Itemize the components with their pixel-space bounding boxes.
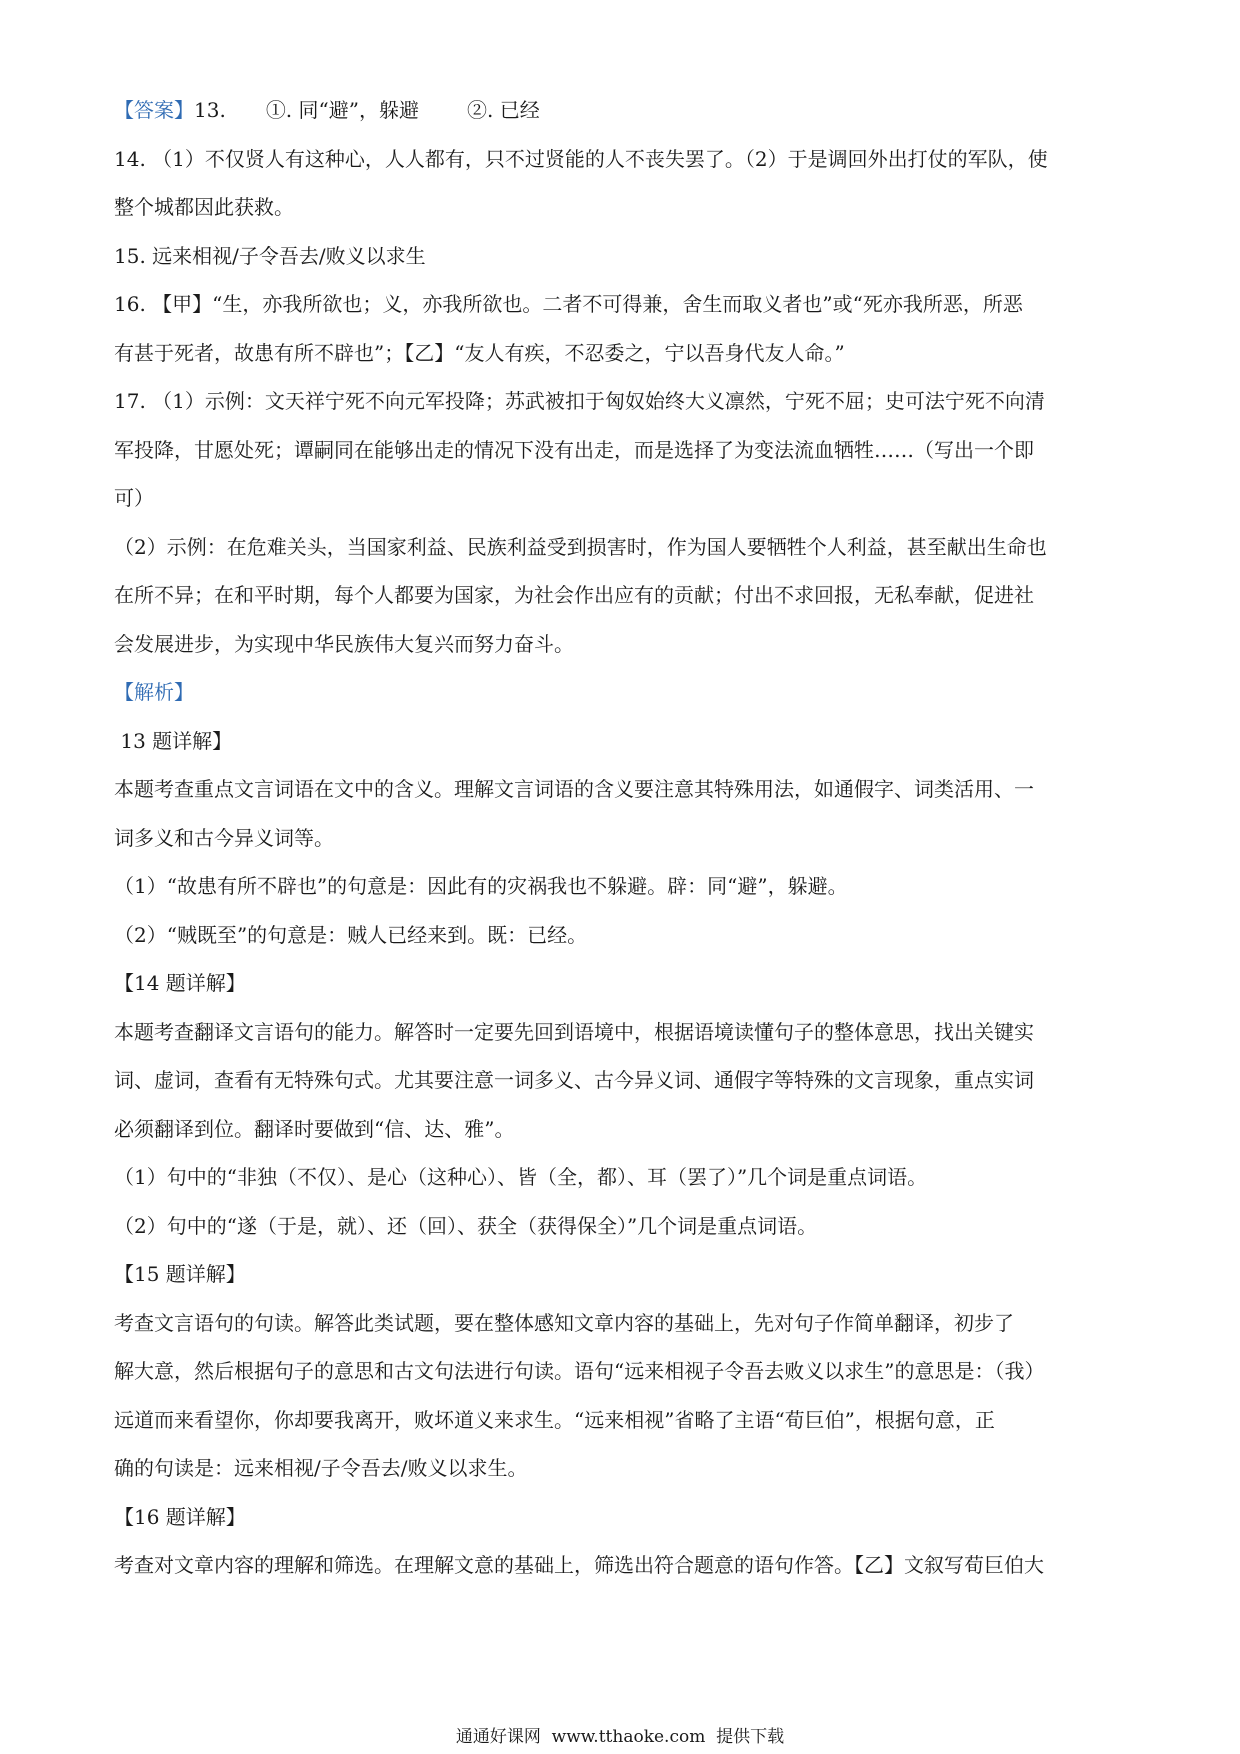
analysis-q15-line4: 确的句读是：远来相视/子令吾去/败义以求生。 xyxy=(114,1456,528,1480)
answer-q17-2-line1: （2）示例：在危难关头，当国家利益、民族利益受到损害时，作为国人要牺牲个人利益，甚至献出生命也 xyxy=(114,534,1047,559)
analysis-q15-heading: 【15 题详解】 xyxy=(114,1262,246,1286)
answer-q16-line1: 16. 【甲】“生，亦我所欲也；义，亦我所欲也。二者不可得兼，舍生而取义者也”或“死亦我所恶，所恶 xyxy=(114,292,1023,316)
analysis-q13-line4: （2）“贼既至”的句意是：贼人已经来到。既：已经。 xyxy=(114,922,588,947)
analysis-q15-line3: 远道而来看望你，你却要我离开，败坏道义来求生。“远来相视”省略了主语“荀巨伯”，根据句意，正 xyxy=(114,1407,995,1432)
document-body xyxy=(114,98,1130,1602)
analysis-q14-heading: 【14 题详解】 xyxy=(114,971,246,995)
analysis-q15-line1: 考查文言语句的句读。解答此类试题，要在整体感知文章内容的基础上，先对句子作简单翻译，初步了 xyxy=(114,1310,1014,1335)
answer-q17-line3: 可） xyxy=(114,486,154,510)
answer-q16-line2: 有甚于死者，故患有所不辟也”；【乙】“友人有疾，不忍委之，宁以吾身代友人命。” xyxy=(114,340,845,365)
answer-q15-line: 15. 远来相视/子令吾去/败义以求生 xyxy=(114,243,426,268)
analysis-label: 【解析】 xyxy=(114,680,194,704)
analysis-q13-line2: 词多义和古今异义词等。 xyxy=(114,825,334,850)
analysis-q13-line3: （1）“故患有所不辟也”的句意是：因此有的灾祸我也不躲避。辟：同“避”，躲避。 xyxy=(114,874,848,898)
answer-q14-line2: 整个城都因此获救。 xyxy=(114,195,294,219)
analysis-q14-line1: 本题考查翻译文言语句的能力。解答时一定要先回到语境中，根据语境读懂句子的整体意思，找出关键实 xyxy=(114,1019,1034,1044)
analysis-q16-heading: 【16 题详解】 xyxy=(114,1504,246,1529)
answer-q13-line xyxy=(114,98,1130,122)
answer-q13-number: 13. xyxy=(194,98,226,122)
answer-q17-2-line3: 会发展进步，为实现中华民族伟大复兴而努力奋斗。 xyxy=(114,631,574,656)
analysis-q14-line5: （2）句中的“遂（于是，就）、还（回）、获全（获得保全）”几个词是重点词语。 xyxy=(114,1213,818,1238)
analysis-q13-line1: 本题考查重点文言词语在文中的含义。理解文言词语的含义要注意其特殊用法，如通假字、词类活用、一 xyxy=(114,777,1034,801)
analysis-q14-line4: （1）句中的“非独（不仅）、是心（这种心）、皆（全，都）、耳（罢了）”几个词是重点词语。 xyxy=(114,1165,928,1189)
answer-label: 【答案】 xyxy=(114,98,194,122)
analysis-q14-line2: 词、虚词，查看有无特殊句式。尤其要注意一词多义、古今异义词、通假字等特殊的文言现象，重点实词 xyxy=(114,1068,1034,1092)
page-footer: 通通好课网 www.tthaoke.com 提供下载 xyxy=(455,1727,785,1747)
answer-q13-item1: ①. 同“避”，躲避 xyxy=(265,98,419,122)
analysis-q16-line1: 考查对文章内容的理解和筛选。在理解文意的基础上，筛选出符合题意的语句作答。【乙】文叙写荀巨伯大 xyxy=(114,1553,1044,1577)
analysis-q14-line3: 必须翻译到位。翻译时要做到“信、达、雅”。 xyxy=(114,1116,515,1141)
answer-q13-item2: ②. 已经 xyxy=(466,98,540,122)
answer-q17-2-line2: 在所不异；在和平时期，每个人都要为国家，为社会作出应有的贡献；付出不求回报，无私奉献，促进社 xyxy=(114,583,1034,607)
answer-q14-line1: 14. （1）不仅贤人有这种心，人人都有，只不过贤能的人不丧失罢了。（2）于是调回外出打仗的军队，使 xyxy=(114,146,1048,171)
analysis-q15-line2: 解大意，然后根据句子的意思和古文句法进行句读。语句“远来相视子令吾去败义以求生”的意思是：（我） xyxy=(114,1359,1045,1383)
answer-q17-line2: 军投降，甘愿处死；谭嗣同在能够出走的情况下没有出走，而是选择了为变法流血牺牲……（写出一个即 xyxy=(114,437,1034,462)
analysis-q13-heading: 13 题详解】 xyxy=(114,728,233,753)
answer-q17-line1: 17. （1）示例：文天祥宁死不向元军投降；苏武被扣于匈奴始终大义凛然，宁死不屈；史可法宁死不向清 xyxy=(114,389,1045,413)
